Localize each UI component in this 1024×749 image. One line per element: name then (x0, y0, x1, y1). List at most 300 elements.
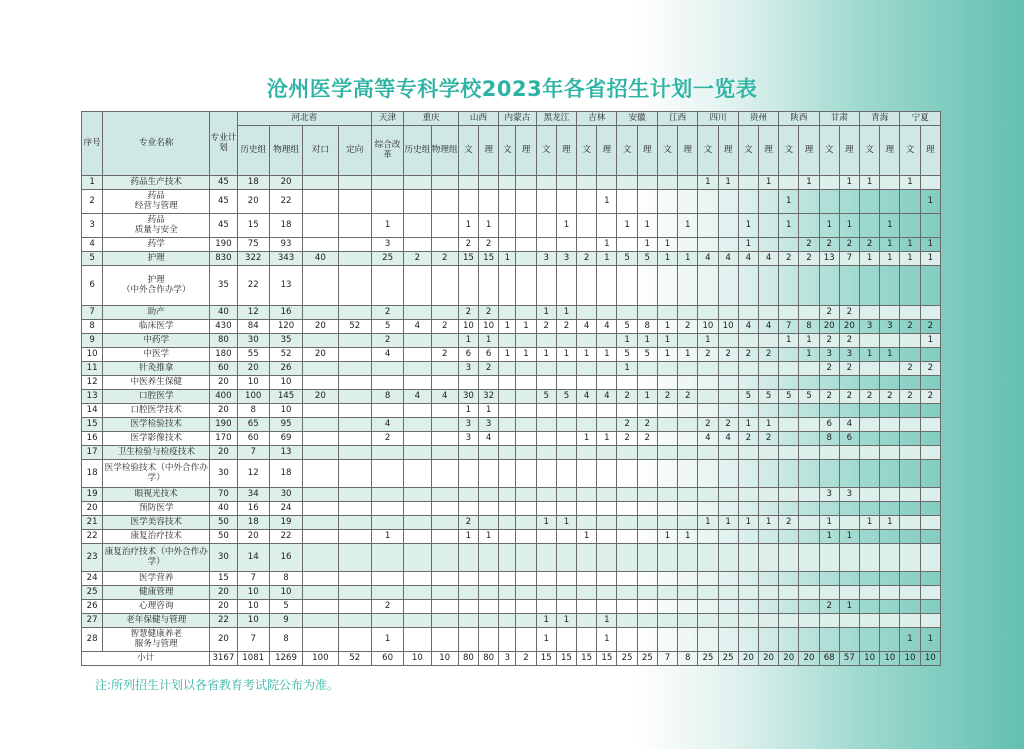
quota-cell: 5 (556, 390, 576, 404)
quota-cell: 1 (536, 306, 556, 320)
subtotal-cell: 52 (338, 652, 371, 666)
quota-cell: 30 (269, 488, 302, 502)
quota-cell (577, 376, 597, 390)
quota-cell (577, 334, 597, 348)
quota-cell (431, 628, 458, 652)
header-province: 内蒙古 (499, 112, 536, 126)
quota-cell (900, 530, 920, 544)
quota-cell (657, 600, 677, 614)
quota-cell: 1 (657, 320, 677, 334)
quota-cell (338, 266, 371, 306)
quota-cell: 2 (779, 516, 799, 530)
quota-cell (536, 502, 556, 516)
subtotal-cell: 10 (920, 652, 940, 666)
quota-cell (458, 614, 478, 628)
quota-cell (556, 376, 576, 390)
quota-cell (900, 306, 920, 320)
quota-cell (556, 628, 576, 652)
quota-cell (431, 530, 458, 544)
quota-cell (758, 190, 778, 214)
quota-cell: 1 (597, 252, 617, 266)
quota-cell: 5 (758, 390, 778, 404)
quota-cell (431, 238, 458, 252)
quota-cell (920, 404, 940, 418)
quota-cell (499, 376, 516, 390)
quota-cell: 4 (597, 390, 617, 404)
quota-cell: 1 (657, 334, 677, 348)
quota-cell (900, 544, 920, 572)
quota-cell (799, 600, 819, 614)
quota-cell (338, 176, 371, 190)
quota-cell (516, 334, 536, 348)
quota-cell: 26 (269, 362, 302, 376)
quota-cell: 2 (819, 600, 839, 614)
quota-cell (516, 238, 536, 252)
quota-cell: 2 (371, 432, 403, 446)
quota-cell: 1 (458, 404, 478, 418)
quota-cell (779, 404, 799, 418)
quota-cell (920, 572, 940, 586)
quota-cell (860, 530, 880, 544)
quota-cell (597, 586, 617, 600)
quota-cell: 1 (556, 306, 576, 320)
quota-cell (577, 614, 597, 628)
quota-cell (458, 190, 478, 214)
quota-cell (597, 418, 617, 432)
header-plan: 专业计划 (210, 112, 237, 176)
quota-cell (920, 432, 940, 446)
quota-cell (303, 190, 338, 214)
quota-cell (303, 572, 338, 586)
quota-cell: 3 (819, 488, 839, 502)
quota-cell (738, 176, 758, 190)
quota-cell (431, 502, 458, 516)
quota-cell (698, 530, 718, 544)
quota-cell (303, 586, 338, 600)
quota-cell (431, 460, 458, 488)
quota-cell (637, 460, 657, 488)
header-subcolumn: 文 (657, 126, 677, 176)
quota-cell (536, 460, 556, 488)
quota-cell (499, 238, 516, 252)
quota-cell (458, 376, 478, 390)
quota-cell (819, 572, 839, 586)
quota-cell (678, 432, 698, 446)
quota-cell: 4 (371, 418, 403, 432)
quota-cell: 1 (536, 516, 556, 530)
table-row (82, 238, 941, 252)
quota-cell (431, 572, 458, 586)
subtotal-cell: 20 (738, 652, 758, 666)
quota-cell (718, 572, 738, 586)
quota-cell: 1 (860, 348, 880, 362)
quota-cell: 7 (839, 252, 859, 266)
quota-cell: 2 (839, 362, 859, 376)
major-plan-total: 30 (210, 544, 237, 572)
quota-cell: 1 (617, 362, 637, 376)
quota-cell: 1 (718, 516, 738, 530)
quota-cell: 75 (237, 238, 269, 252)
quota-cell (404, 404, 431, 418)
major-name: 护理 （中外合作办学） (103, 266, 210, 306)
quota-cell: 30 (458, 390, 478, 404)
quota-cell: 8 (637, 320, 657, 334)
quota-cell (404, 614, 431, 628)
quota-cell (900, 586, 920, 600)
quota-cell: 2 (371, 306, 403, 320)
quota-cell: 1 (860, 252, 880, 266)
table-row (82, 252, 941, 266)
major-name: 医学影像技术 (103, 432, 210, 446)
quota-cell (799, 572, 819, 586)
quota-cell: 1 (597, 348, 617, 362)
row-number: 18 (82, 460, 103, 488)
quota-cell: 145 (269, 390, 302, 404)
major-plan-total: 50 (210, 530, 237, 544)
quota-cell (556, 488, 576, 502)
quota-cell: 2 (404, 252, 431, 266)
quota-cell (556, 176, 576, 190)
quota-cell (819, 502, 839, 516)
quota-cell (303, 362, 338, 376)
quota-cell (718, 266, 738, 306)
quota-cell (860, 418, 880, 432)
quota-cell: 2 (920, 320, 940, 334)
quota-cell: 4 (738, 320, 758, 334)
quota-cell: 2 (900, 390, 920, 404)
quota-cell (404, 190, 431, 214)
quota-cell (516, 418, 536, 432)
quota-cell (597, 544, 617, 572)
header-subcolumn: 理 (479, 126, 499, 176)
quota-cell (404, 418, 431, 432)
quota-cell: 10 (269, 376, 302, 390)
quota-cell: 1 (880, 214, 900, 238)
header-province: 贵州 (738, 112, 778, 126)
quota-cell (657, 460, 677, 488)
quota-cell: 15 (237, 214, 269, 238)
quota-cell (880, 544, 900, 572)
quota-cell: 2 (839, 306, 859, 320)
quota-cell (338, 586, 371, 600)
quota-cell (657, 432, 677, 446)
quota-cell (900, 190, 920, 214)
quota-cell (431, 266, 458, 306)
quota-cell: 20 (303, 320, 338, 334)
quota-cell: 1 (819, 214, 839, 238)
quota-cell (779, 530, 799, 544)
quota-cell (536, 488, 556, 502)
quota-cell (499, 460, 516, 488)
quota-cell (617, 628, 637, 652)
quota-cell: 1 (597, 432, 617, 446)
quota-cell: 2 (637, 432, 657, 446)
quota-cell: 2 (738, 432, 758, 446)
header-province: 重庆 (404, 112, 459, 126)
quota-cell (516, 446, 536, 460)
quota-cell (499, 530, 516, 544)
quota-cell: 2 (819, 390, 839, 404)
quota-cell (880, 460, 900, 488)
quota-cell (819, 460, 839, 488)
quota-cell (303, 516, 338, 530)
quota-cell: 1 (839, 176, 859, 190)
quota-cell: 93 (269, 238, 302, 252)
quota-cell (920, 446, 940, 460)
quota-cell (799, 502, 819, 516)
quota-cell: 1 (900, 628, 920, 652)
quota-cell (718, 544, 738, 572)
major-name: 临床医学 (103, 320, 210, 334)
quota-cell (556, 418, 576, 432)
quota-cell: 22 (269, 190, 302, 214)
quota-cell (431, 544, 458, 572)
major-plan-total: 45 (210, 214, 237, 238)
quota-cell (404, 530, 431, 544)
quota-cell (819, 446, 839, 460)
quota-cell (371, 516, 403, 530)
quota-cell (597, 266, 617, 306)
header-subcolumn: 文 (698, 126, 718, 176)
quota-cell (718, 488, 738, 502)
quota-cell (637, 544, 657, 572)
quota-cell: 4 (597, 320, 617, 334)
header-subcolumn: 文 (779, 126, 799, 176)
quota-cell (779, 306, 799, 320)
quota-cell: 32 (479, 390, 499, 404)
quota-cell (536, 266, 556, 306)
quota-cell (499, 614, 516, 628)
quota-cell (880, 266, 900, 306)
quota-cell: 2 (799, 252, 819, 266)
major-name: 中药学 (103, 334, 210, 348)
row-number: 2 (82, 190, 103, 214)
quota-cell (758, 376, 778, 390)
major-name: 药学 (103, 238, 210, 252)
major-plan-total: 190 (210, 418, 237, 432)
quota-cell: 40 (303, 252, 338, 266)
quota-cell: 2 (819, 306, 839, 320)
table-row (82, 390, 941, 404)
quota-cell (920, 306, 940, 320)
quota-cell (738, 376, 758, 390)
quota-cell (819, 190, 839, 214)
quota-cell (371, 446, 403, 460)
quota-cell (880, 190, 900, 214)
quota-cell: 2 (577, 252, 597, 266)
quota-cell (738, 600, 758, 614)
quota-cell (738, 572, 758, 586)
quota-cell: 4 (718, 432, 738, 446)
quota-cell (698, 544, 718, 572)
quota-cell (880, 488, 900, 502)
quota-cell (860, 488, 880, 502)
subtotal-label: 小计 (82, 652, 210, 666)
table-row (82, 600, 941, 614)
quota-cell: 3 (458, 418, 478, 432)
quota-cell (900, 334, 920, 348)
quota-cell: 20 (839, 320, 859, 334)
quota-cell: 8 (799, 320, 819, 334)
quota-cell (303, 460, 338, 488)
quota-cell: 1 (799, 176, 819, 190)
quota-cell (920, 460, 940, 488)
quota-cell: 3 (479, 418, 499, 432)
quota-cell (799, 628, 819, 652)
quota-cell (338, 334, 371, 348)
quota-cell (900, 460, 920, 488)
quota-cell (338, 362, 371, 376)
quota-cell: 2 (617, 432, 637, 446)
header-subcolumn: 文 (536, 126, 556, 176)
major-plan-total: 20 (210, 376, 237, 390)
quota-cell (516, 404, 536, 418)
quota-cell: 2 (479, 306, 499, 320)
subtotal-cell: 2 (516, 652, 536, 666)
quota-cell (499, 176, 516, 190)
quota-cell (338, 488, 371, 502)
quota-cell (860, 376, 880, 390)
quota-cell (371, 572, 403, 586)
quota-cell: 1 (698, 516, 718, 530)
quota-cell: 1 (371, 530, 403, 544)
quota-cell (880, 572, 900, 586)
quota-cell: 3 (839, 488, 859, 502)
quota-cell: 69 (269, 432, 302, 446)
quota-cell: 1 (839, 600, 859, 614)
quota-cell (338, 390, 371, 404)
quota-cell: 1 (657, 238, 677, 252)
quota-cell (678, 190, 698, 214)
quota-cell (880, 586, 900, 600)
quota-cell: 65 (237, 418, 269, 432)
quota-cell (499, 266, 516, 306)
major-name: 药品 经营与管理 (103, 190, 210, 214)
quota-cell: 1 (779, 214, 799, 238)
quota-cell (678, 614, 698, 628)
row-number: 27 (82, 614, 103, 628)
table-row (82, 376, 941, 390)
major-name: 老年保健与管理 (103, 614, 210, 628)
quota-cell (431, 488, 458, 502)
quota-cell (431, 190, 458, 214)
major-plan-total: 40 (210, 502, 237, 516)
quota-cell: 2 (799, 238, 819, 252)
quota-cell (404, 214, 431, 238)
quota-cell (657, 488, 677, 502)
major-plan-total: 180 (210, 348, 237, 362)
quota-cell (779, 460, 799, 488)
quota-cell (738, 362, 758, 376)
quota-cell: 1 (637, 238, 657, 252)
enrollment-plan-table-container (81, 111, 941, 666)
quota-cell: 1 (597, 614, 617, 628)
quota-cell (536, 432, 556, 446)
quota-cell (920, 214, 940, 238)
quota-cell: 1 (678, 252, 698, 266)
quota-cell (839, 502, 859, 516)
quota-cell (738, 404, 758, 418)
quota-cell (718, 306, 738, 320)
quota-cell (860, 586, 880, 600)
quota-cell (404, 572, 431, 586)
quota-cell: 3 (880, 320, 900, 334)
quota-cell (779, 502, 799, 516)
table-row (82, 488, 941, 502)
quota-cell (657, 306, 677, 320)
quota-cell: 4 (404, 320, 431, 334)
quota-cell (371, 502, 403, 516)
quota-cell (338, 516, 371, 530)
subtotal-cell: 80 (479, 652, 499, 666)
quota-cell: 1 (479, 214, 499, 238)
quota-cell (698, 460, 718, 488)
quota-cell: 1 (597, 190, 617, 214)
quota-cell (900, 488, 920, 502)
quota-cell (479, 628, 499, 652)
quota-cell: 10 (237, 614, 269, 628)
row-number: 3 (82, 214, 103, 238)
major-name: 卫生检验与检疫技术 (103, 446, 210, 460)
row-number: 5 (82, 252, 103, 266)
quota-cell (718, 614, 738, 628)
quota-cell: 1 (458, 334, 478, 348)
quota-cell: 1 (738, 516, 758, 530)
major-plan-total: 20 (210, 446, 237, 460)
quota-cell (839, 586, 859, 600)
quota-cell: 5 (799, 390, 819, 404)
quota-cell (819, 628, 839, 652)
quota-cell: 30 (237, 334, 269, 348)
quota-cell: 2 (758, 432, 778, 446)
table-row (82, 266, 941, 306)
quota-cell (678, 502, 698, 516)
quota-cell: 4 (758, 252, 778, 266)
quota-cell (479, 502, 499, 516)
quota-cell: 1 (819, 530, 839, 544)
header-subcolumn: 物理组 (269, 126, 302, 176)
quota-cell (779, 348, 799, 362)
row-number: 25 (82, 586, 103, 600)
quota-cell (920, 502, 940, 516)
subtotal-cell: 20 (758, 652, 778, 666)
quota-cell: 2 (657, 390, 677, 404)
header-province: 青海 (860, 112, 900, 126)
row-number: 11 (82, 362, 103, 376)
quota-cell (536, 176, 556, 190)
quota-cell: 1 (371, 628, 403, 652)
quota-cell: 16 (269, 544, 302, 572)
quota-cell (758, 306, 778, 320)
quota-cell (404, 376, 431, 390)
quota-cell (499, 334, 516, 348)
quota-cell: 1 (458, 530, 478, 544)
row-number: 10 (82, 348, 103, 362)
header-subcolumn: 理 (637, 126, 657, 176)
quota-cell (303, 502, 338, 516)
quota-cell (758, 488, 778, 502)
quota-cell (458, 446, 478, 460)
major-name: 助产 (103, 306, 210, 320)
quota-cell (577, 572, 597, 586)
quota-cell (758, 572, 778, 586)
quota-cell: 2 (458, 238, 478, 252)
quota-cell (458, 586, 478, 600)
quota-cell (799, 432, 819, 446)
quota-cell: 16 (237, 502, 269, 516)
quota-cell: 16 (269, 306, 302, 320)
quota-cell (499, 544, 516, 572)
